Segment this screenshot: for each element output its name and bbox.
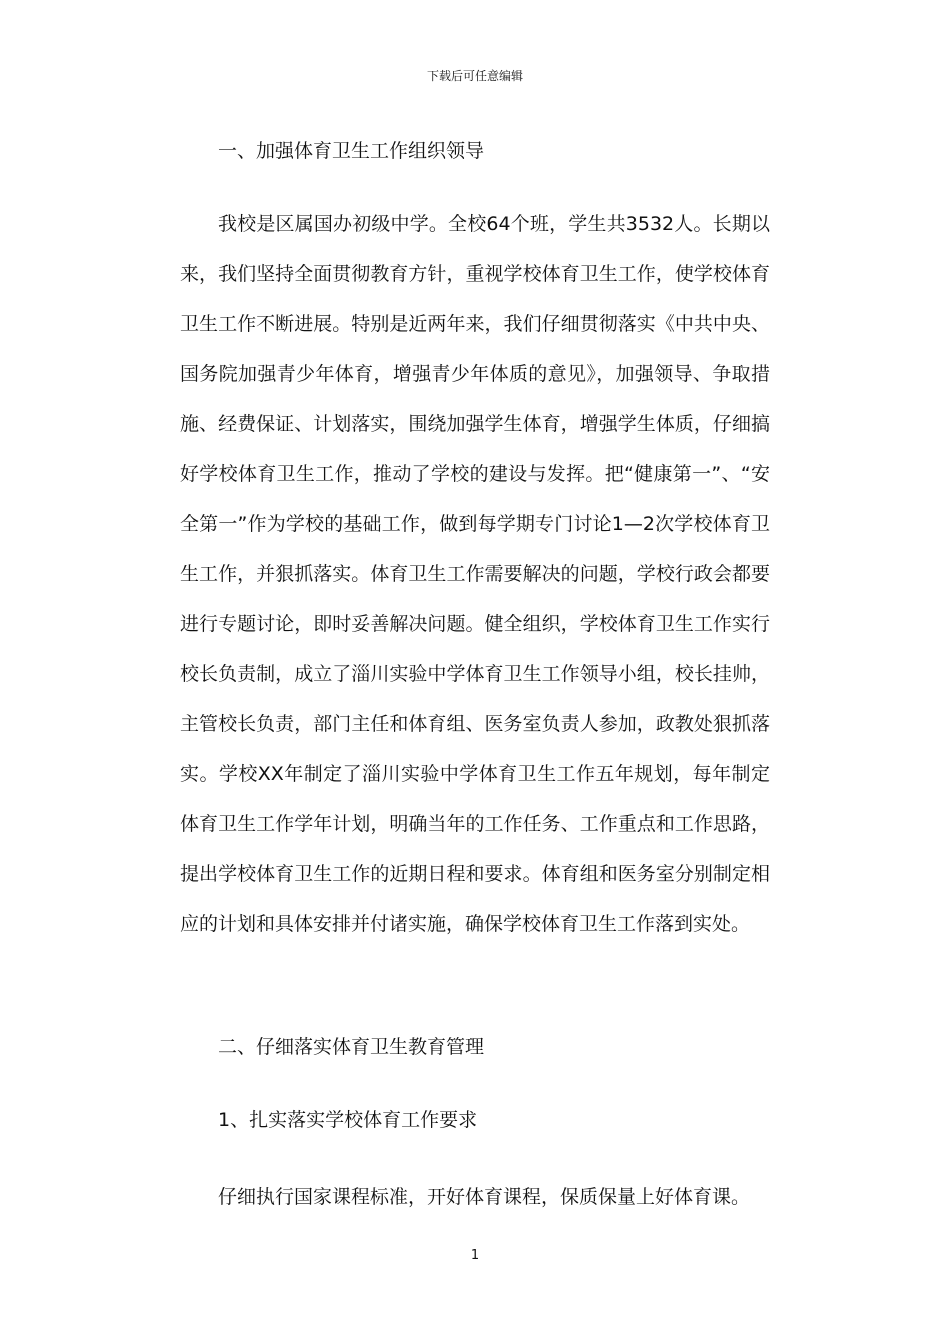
section-heading-1: 一、加强体育卫生工作组织领导 [218, 140, 485, 162]
page-header: 下载后可任意编辑 [426, 69, 523, 83]
subsection-heading-1: 1、扎实落实学校体育工作要求 [218, 1109, 478, 1131]
page-number: 1 [470, 1248, 480, 1263]
body-paragraph-1: 我校是区属国办初级中学。全校64个班，学生共3532人。长期以来，我们坚持全面贯彻教育方针，重视学校体育卫生工作，使学校体育卫生工作不断进展。特别是近两年来，我们仔细贯彻落实《中共中央、国务院加强青少年体育，增强青少年体质的意见》，加强领导、争取措施、经费保证、计划落实，围绕加强学生体育，增强学生体质，仔细搞好学校体育卫生工作，推动了学校的建设与发挥。把“健康第一”、“安全第一”作为学校的基础工作，做到每学期专门讨论1—2次学校体育卫生工作，并狠抓落实。体育卫生工作需要解决的问题，学校行政会都要进行专题讨论，即时妥善解决问题。健全组织，学校体育卫生工作实行校长负责制，成立了淄川实验中学体育卫生工作领导小组，校长挂帅，主管校长负责，部门主任和体育组、医务室负责人参加，政教处狠抓落实。学校XX年制定了淄川实验中学体育卫生工作五年规划，每年制定体育卫生工作学年计划，明确当年的工作任务、工作重点和工作思路，提出学校体育卫生工作的近期日程和要求。体育组和医务室分别制定相应的计划和具体安排并付诸实施，确保学校体育卫生工作落到实处。 [180, 213, 770, 935]
section-heading-2: 二、仔细落实体育卫生教育管理 [218, 1036, 485, 1058]
body-paragraph-2: 仔细执行国家课程标准，开好体育课程，保质保量上好体育课。 [218, 1186, 751, 1208]
